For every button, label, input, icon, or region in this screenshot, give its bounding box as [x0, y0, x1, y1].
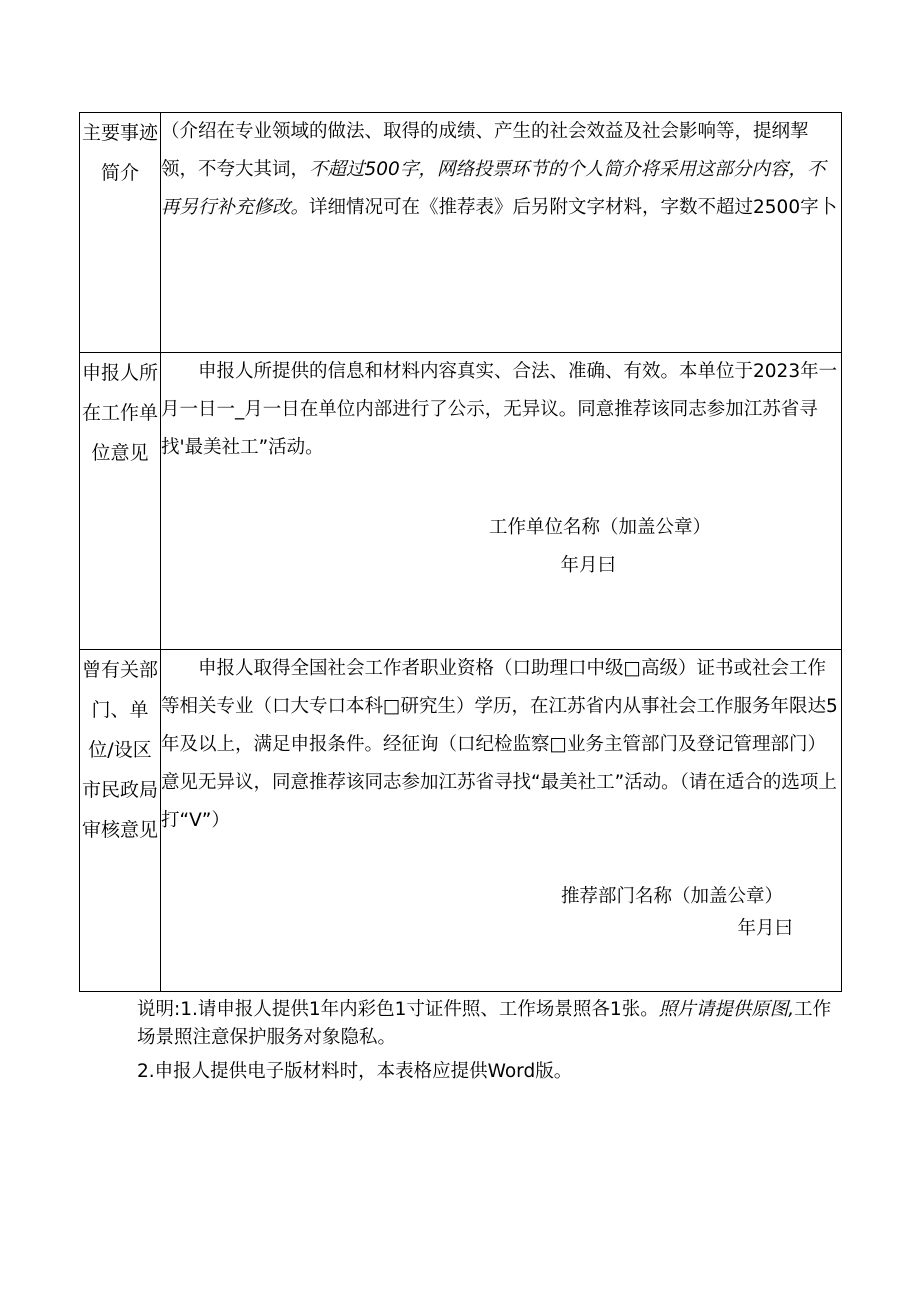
- department-review-label: 曾有关部门、单位/设区市民政局审核意见: [82, 659, 159, 841]
- table-row: [80, 353, 842, 650]
- table-row: [80, 113, 842, 353]
- employer-date: 年月曰: [560, 555, 616, 576]
- department-review-text: 申报人取得全国社会工作者职业资格（口助理口中级□高级）证书或社会工作等相关专业（口大专口本科□研究生）学历，在江苏省内从事社会工作服务年限达5年及以上，满足申报条件。经征询（口纪检监察□业务主管部门及登记管理部门）意见无异议，同意推荐该同志参加江苏省寻找“最美社工”活动。（请在适合的选项上打“V”）: [161, 658, 838, 831]
- note-2: 2.申报人提供电子版材料时，本表格应提供Word版。: [137, 1061, 573, 1082]
- employer-opinion-label: 申报人所在工作单位意见: [82, 362, 159, 464]
- employer-signature: 工作单位名称（加盖公章）: [488, 517, 711, 538]
- table-row: [80, 650, 842, 992]
- recommendation-form-table: [79, 112, 842, 992]
- department-signature: 推荐部门名称（加盖公章）: [560, 886, 783, 907]
- row-label-employer-opinion: [80, 353, 161, 650]
- form-notes: [137, 996, 837, 1086]
- employer-opinion-content: [161, 353, 842, 650]
- main-deeds-content: [161, 113, 842, 353]
- main-deeds-italic-text: 不超过500字，网络投票环节的个人简介将采用这部分内容，不再另行补充修改。: [161, 159, 826, 218]
- note-1: [137, 996, 837, 1052]
- main-deeds-extra-text: 详细情况可在《推荐表》后另附文字材料，字数不超过2500字卜: [309, 197, 838, 218]
- note-1-text: 说明:1.请申报人提供1年内彩色1寸证件照、工作场景照各1张。: [137, 999, 659, 1020]
- note-1-tail-text: 工作场景照注意保护服务对象隐私。: [137, 999, 832, 1048]
- row-label-main-deeds: [80, 113, 161, 353]
- note-1-italic-text: 照片请提供原图,: [658, 999, 795, 1020]
- department-review-content: [161, 650, 842, 992]
- row-label-department-review: [80, 650, 161, 992]
- main-deeds-text: （介绍在专业领域的做法、取得的成绩、产生的社会效益及社会影响等，提纲挈领，不夸大其词，: [161, 121, 809, 180]
- department-date: 年月曰: [737, 918, 793, 939]
- employer-opinion-text: 申报人所提供的信息和材料内容真实、合法、准确、有效。本单位于2023年一月一日一_月一日在单位内部进行了公示，无异议。同意推荐该同志参加江苏省寻找'最美社工”活动。: [161, 361, 838, 458]
- main-deeds-label: 主要事迹简介: [82, 122, 159, 184]
